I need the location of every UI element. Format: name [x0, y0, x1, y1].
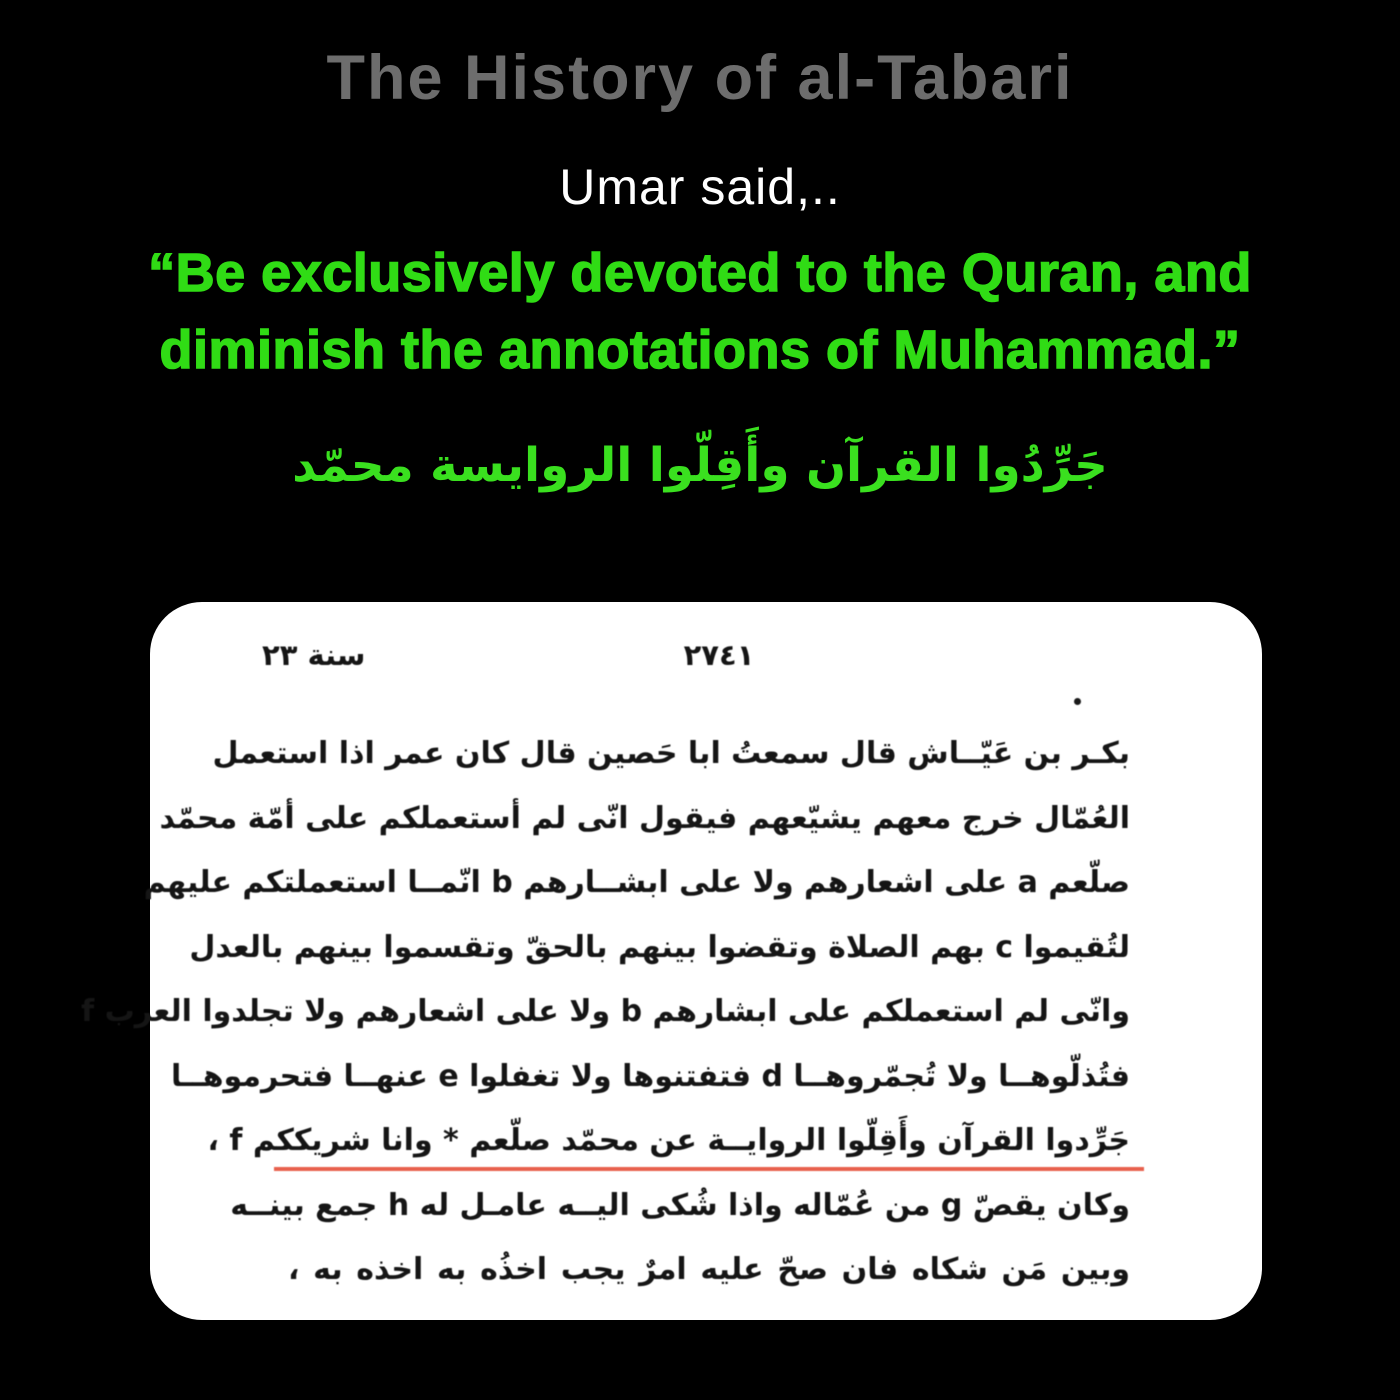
scan-text-line: وبين مَن شكاه فان صحّ عليه امرٌ يجب اخذُه به اخذه به ، [288, 1252, 1130, 1287]
scan-year-label: سنة ٢٣ [262, 638, 366, 672]
scan-text-line-highlighted: جَرِّدوا القرآن وأَقِلّوا الروايــة عن محمّد صلّعم * وانا شريككم f ، [288, 1109, 1130, 1174]
page-title: The History of al-Tabari [326, 43, 1074, 113]
quote-english-line1: “Be exclusively devoted to the Quran, and [148, 243, 1252, 303]
scan-body-text [81, 722, 1130, 1303]
scan-text-line: بكـر بن عَيّــاش قال سمعتُ ابا حَصين قال كان عمر اذا استعمل [212, 736, 1130, 771]
scan-text-line: وانّى لم استعملكم على ابشارهم b ولا على اشعارهم ولا تجلدوا العرب f [81, 994, 1130, 1029]
scan-ink-dot [1074, 698, 1081, 705]
quote-english [0, 235, 1400, 389]
scan-text-line: صلّعم a على اشعارهم ولا على ابشــارهم b انّمــا استعملتكم عليهم [143, 865, 1130, 900]
scanned-page [81, 602, 1262, 1320]
scan-page-number: ٢٧٤١ [683, 638, 755, 672]
scanned-page-card [81, 602, 1262, 1320]
scan-text-line: لتُقيموا c بهم الصلاة وتقضوا بينهم بالحقّ وتقسموا بينهم بالعدل [189, 929, 1130, 965]
scan-text-line: العُمّال خرج معهم يشيّعهم فيقول انّى لم أستعملكم على أمّة محمّد [159, 800, 1130, 836]
attribution-text: Umar said,.. [559, 159, 841, 215]
quote-english-line2: diminish the annotations of Muhammad.” [159, 320, 1241, 380]
scan-text-line: وكان يقصّ g من عُمّاله واذا شُكى اليــه عامـل له h جمع بينــه [230, 1187, 1130, 1223]
scan-text-line: فتُذلّوهــا ولا تُجمّروهــا d فتفتنوها ولا تغفلوا e عنهــا فتحرموهــا [170, 1058, 1130, 1094]
quote-arabic: جَرِّدُوا القرآن وأَقِلّوا الروايسة محمّد [292, 438, 1108, 493]
